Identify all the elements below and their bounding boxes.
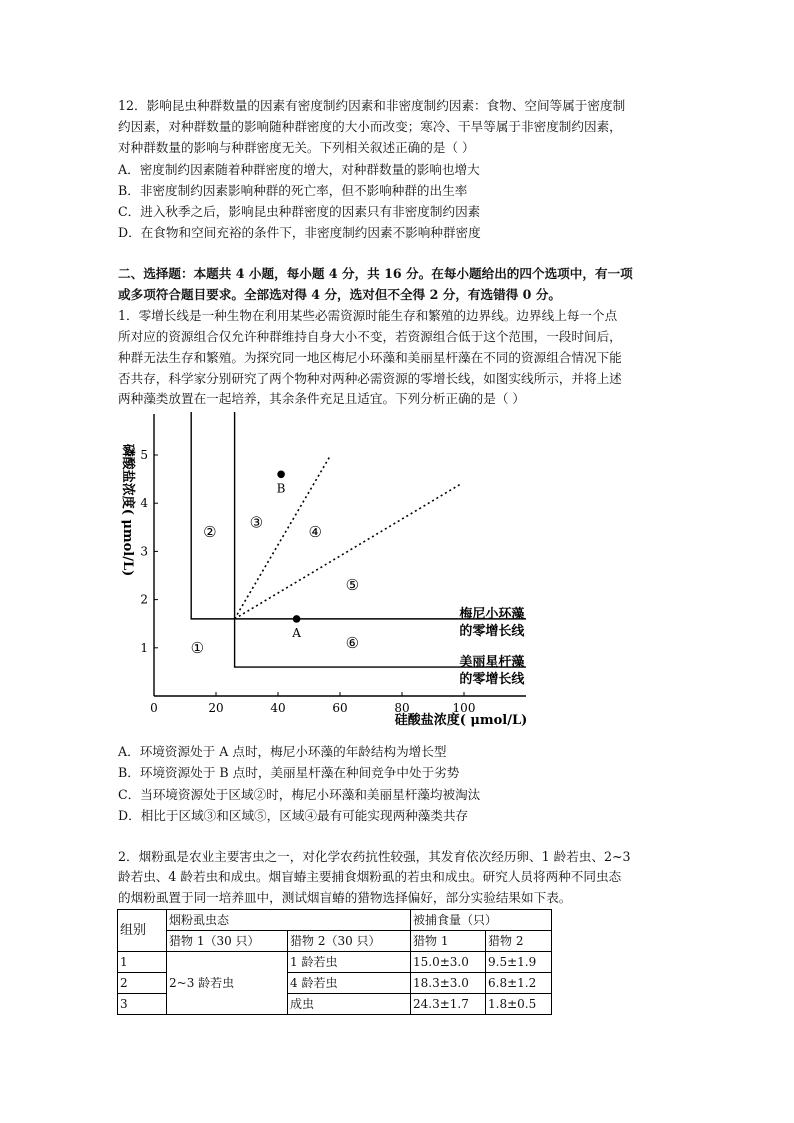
q12-option-a: A．密度制约因素随着种群密度的增大，对种群数量的影响也增大 (118, 162, 480, 177)
legend-label: 的零增长线 (459, 623, 525, 639)
region-label: ② (203, 523, 217, 542)
x-tick-label: 40 (270, 701, 286, 715)
cell-prey2: 成虫 (288, 994, 411, 1015)
zero-growth-chart (110, 412, 550, 737)
cell-prey2: 4 龄若虫 (288, 973, 411, 994)
q1-stem-line-4: 否共存，科学家分别研究了两个物种对两种必需资源的零增长线，如图实线所示，并将上述 (118, 371, 622, 386)
cell-caught2: 9.5±1.9 (486, 952, 552, 973)
cell-caught1: 15.0±3.0 (411, 952, 486, 973)
cell-caught1: 24.3±1.7 (411, 994, 486, 1015)
x-tick-label: 20 (208, 701, 224, 715)
q1-stem-line-5: 两种藻类放置在一起培养，其余条件充足且适宜。下列分析正确的是（ ） (118, 391, 526, 406)
q1-option-d: D．相比于区域③和区域⑤，区域④最有可能实现两种藻类共存 (118, 808, 469, 823)
cell-caught2: 6.8±1.2 (486, 973, 552, 994)
cell-group: 1 (118, 952, 167, 973)
section2-heading-line-2: 或多项符合题目要求。全部选对得 4 分，选对但不全得 2 分，有选错得 0 分。 (118, 287, 562, 302)
header-caught-prey2: 猎物 2 (486, 931, 552, 952)
data-point-label: A (292, 625, 301, 640)
q1-stem-line-2: 所对应的资源组合仅允许种群维持自身大小不变，若资源组合低于这个范围，一段时间后， (118, 329, 622, 344)
header-caught: 被捕食量（只） (411, 910, 552, 931)
y-tick-label: 4 (140, 496, 148, 511)
header-caught-prey1: 猎物 1 (411, 931, 486, 952)
table-subheader-row (118, 931, 552, 952)
q2-stem-line-3: 的烟粉虱置于同一培养皿中，测试烟盲蝽的猎物选择偏好，部分实验结果如下表。 (118, 890, 572, 905)
q1-stem-line-1: 1．零增长线是一种生物在利用某些必需资源时能生存和繁殖的边界线。边界线上每一个点 (118, 308, 618, 323)
q12-option-b: B．非密度制约因素影响种群的死亡率，但不影响种群的出生率 (118, 183, 468, 198)
table-row (118, 952, 552, 973)
region-label: ③ (249, 513, 264, 532)
cell-caught1: 18.3±3.0 (411, 973, 486, 994)
table-header-row (118, 910, 552, 931)
y-tick-label: 1 (140, 640, 148, 655)
q1-option-c: C．当环境资源处于区域②时，梅尼小环藻和美丽星杆藻均被淘汰 (118, 787, 481, 802)
legend-label: 美丽星杆藻 (459, 655, 525, 671)
q1-option-a: A．环境资源处于 A 点时，梅尼小环藻的年龄结构为增长型 (118, 744, 447, 759)
data-point-label: B (276, 481, 286, 496)
region-label: ⑥ (345, 633, 360, 652)
boundary-dotted-line (235, 484, 461, 619)
header-prey1: 猎物 1（30 只） (167, 931, 288, 952)
cell-group: 3 (118, 994, 167, 1015)
q1-option-b: B．环境资源处于 B 点时，美丽星杆藻在种间竞争中处于劣势 (118, 765, 460, 780)
cell-prey2: 1 龄若虫 (288, 952, 411, 973)
cell-group: 2 (118, 973, 167, 994)
q12-stem-line-3: 对种群数量的影响与种群密度无关。下列相关叙述正确的是（ ） (118, 140, 475, 155)
x-tick-label: 100 (452, 701, 476, 715)
data-point-b (277, 470, 285, 478)
x-tick-label: 80 (394, 701, 410, 715)
q2-stem-line-2: 龄若虫、4 龄若虫和成虫。烟盲蝽主要捕食烟粉虱的若虫和成虫。研究人员将两种不同虫态 (118, 869, 622, 884)
data-point-a (293, 615, 301, 623)
x-tick-label: 60 (332, 701, 348, 715)
cell-caught2: 1.8±0.5 (486, 994, 552, 1015)
region-label: ⑤ (345, 576, 360, 595)
header-stage: 烟粉虱虫态 (167, 910, 411, 931)
cell-prey1-merged: 2~3 龄若虫 (167, 952, 288, 1015)
q1-stem-line-3: 种群无法生存和繁殖。为探究同一地区梅尼小环藻和美丽星杆藻在不同的资源组合情况下能 (118, 350, 622, 365)
legend-label: 梅尼小环藻 (459, 606, 525, 622)
q12-option-c: C．进入秋季之后，影响昆虫种群密度的因素只有非密度制约因素 (118, 204, 481, 219)
chart-y-axis-label: 磷酸盐浓度( μmol/L) (120, 443, 135, 577)
region-label: ① (190, 638, 205, 657)
q12-option-d: D．在食物和空间充裕的条件下，非密度制约因素不影响种群密度 (118, 225, 481, 240)
q12-stem-line-1: 12．影响昆虫种群数量的因素有密度制约因素和非密度制约因素：食物、空间等属于密度制 (118, 98, 626, 113)
q12-stem-line-2: 约因素，对种群数量的影响随种群密度的大小而改变；寒冷、干旱等属于非密度制约因素， (118, 119, 622, 134)
predation-table (117, 909, 552, 1015)
x-tick-label: 0 (150, 701, 158, 715)
chart-x-axis-label: 硅酸盐浓度( μmol/L) (394, 713, 528, 728)
q2-stem-line-1: 2．烟粉虱是农业主要害虫之一，对化学农药抗性较强，其发育依次经历卵、1 龄若虫、2~3 (118, 849, 631, 864)
y-tick-label: 5 (140, 448, 148, 462)
y-tick-label: 3 (140, 544, 148, 559)
region-label: ④ (308, 523, 322, 542)
header-prey2: 猎物 2（30 只） (288, 931, 411, 952)
section2-heading-line-1: 二、选择题：本题共 4 小题，每小题 4 分，共 16 分。在每小题给出的四个选项中，有一项 (118, 266, 633, 281)
y-tick-label: 2 (140, 592, 148, 607)
header-group: 组别 (118, 910, 167, 952)
legend-label: 的零增长线 (459, 672, 525, 688)
